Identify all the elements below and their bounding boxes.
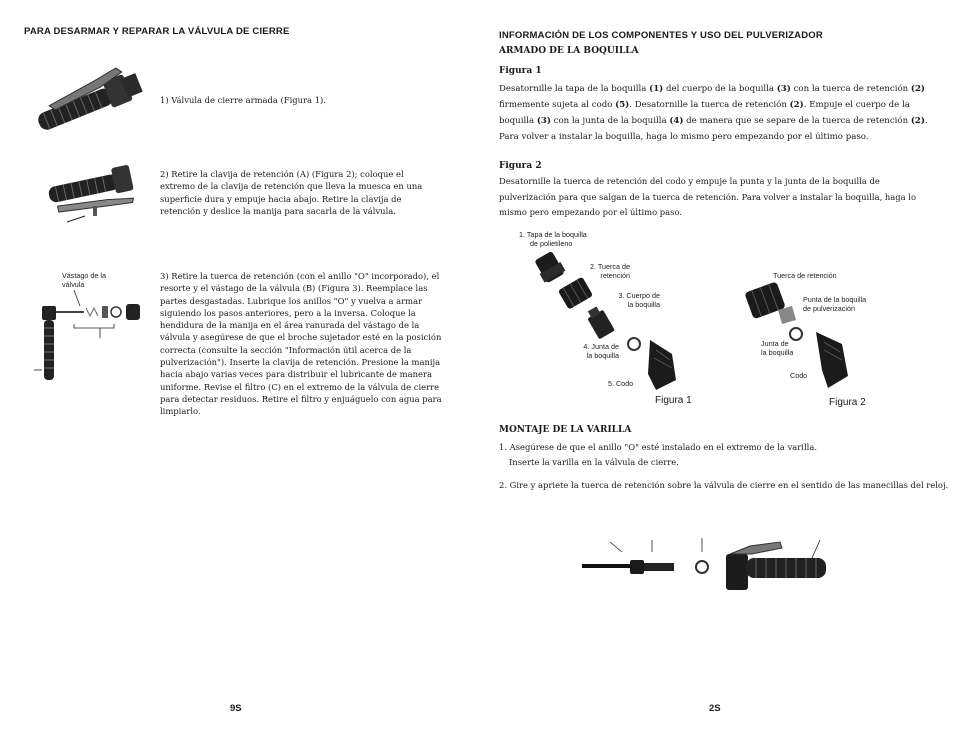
retaining-pin-removal-illustration [45, 150, 150, 230]
figure-1-instructions: Desatornille la tapa de la boquilla (1) del cuerpo de la boquilla (3) con la tuerca de retención (2) firmemente sujeta al codo (5). Desatornille la tuerca de retención (2). Empuje el cuerpo de la boquilla (3) con la junta de la boquilla (4) de manera que se separe de la tuerca de retención (2). Para volver a instalar la boquilla, haga lo mismo pero empezando por el último paso. [499, 84, 928, 142]
step-3-text: 3) Retire la tuerca de retención (con el anillo "O" incorporado), el resorte y el vástago de la válvula (B) (Figura 3). Reemplace las partes desgastadas. Lubrique los anillos "O" y vuelva a armar siguiendo los pasos anteriores, pero a la inversa. Coloque la hendidura de la manija en el área ranurada del vástago de la válvula y asegúrese de que el broche sujetador esté en la posición correcta (consulte la sección "Información útil acerca de la pulverización"). Inserte la clavija de retención. Presione la manija hacia abajo varias veces para distribuir el lubricante de manera uniforme. Revise el filtro (C) en el extremo de la válvula de cierre para detectar residuos. Retire el filtro y enjuáguelo con agua para limpiarlo. [160, 271, 442, 417]
valve-exploded-illustration [34, 290, 144, 390]
label-nozzle-gasket: 4. Junta de la boquilla [583, 342, 619, 360]
wand-step-2: 2. Gire y apriete la tuerca de retención sobre la válvula de cierre en el sentido de las manecillas del reloj. [499, 480, 949, 490]
label-spray-tip: Punta de la boquilla de pulverización [803, 295, 867, 313]
nozzle-exploded-diagram [530, 250, 690, 400]
wand-step-1: 1. Asegúrese de que el anillo "O" esté instalado en el extremo de la varilla. Inserte la varilla en la válvula de cierre. [499, 442, 817, 467]
label-retaining-nut-2: Tuerca de retención [773, 271, 837, 280]
spray-tip-diagram [740, 280, 870, 400]
right-page-number: 2S [709, 703, 721, 714]
wand-assembly-subheading: MONTAJE DE LA VARILLA [499, 425, 632, 435]
step-2-text: 2) Retire la clavija de retención (A) (Figura 2); coloque el extremo de la clavija de retención que lleva la muesca en una superficie dura y empuje hacia abajo. Retire la clavija de retención y deslice la manija para sacarla de la válvula. [160, 169, 423, 216]
label-nozzle-body: 3. Cuerpo de la boquilla [618, 291, 660, 309]
figure-2-title: Figura 2 [499, 161, 542, 171]
figure-2-caption: Figura 2 [829, 397, 866, 408]
right-section-heading: INFORMACIÓN DE LOS COMPONENTES Y USO DEL PULVERIZADOR [499, 30, 823, 41]
label-retaining-nut: 2. Tuerca de retención [590, 262, 630, 280]
shutoff-valve-assembled-illustration [30, 60, 150, 130]
label-elbow: 5. Codo [608, 379, 634, 388]
label-nozzle-cap: 1. Tapa de la boquilla de polietileno [519, 230, 587, 248]
left-page-number: 9S [230, 703, 242, 714]
figure-1-caption: Figura 1 [655, 395, 692, 406]
left-section-heading: PARA DESARMAR Y REPARAR LA VÁLVULA DE CIERRE [24, 26, 290, 37]
valve-stem-label: Vástago de la válvula [62, 271, 106, 289]
nozzle-assembly-subheading: ARMADO DE LA BOQUILLA [499, 46, 639, 56]
figure-1-title: Figura 1 [499, 66, 542, 76]
step-1-text: 1) Válvula de cierre armada (Figura 1). [160, 95, 326, 105]
label-elbow-2: Codo [790, 371, 808, 380]
wand-assembly-illustration [580, 536, 840, 606]
figure-2-instructions: Desatornille la tuerca de retención del codo y empuje la punta y la junta de la boquilla de pulverización para que salgan de la tuerca de retención. Para volver a instalar la boquilla, haga lo mismo pero empezando por el último paso. [499, 176, 917, 217]
label-nozzle-gasket-2: Junta de la boquilla [761, 339, 794, 357]
